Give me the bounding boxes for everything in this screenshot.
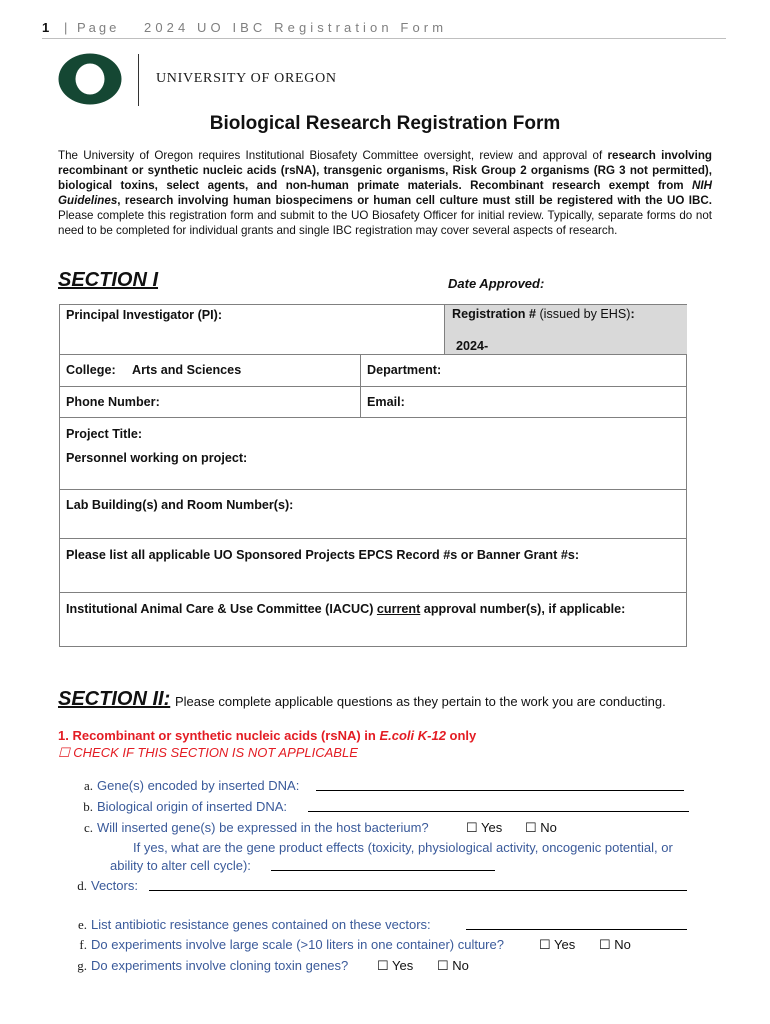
question-1d: d. Vectors: (77, 878, 138, 893)
lab-cell[interactable] (60, 489, 687, 538)
intro-text-2: Please complete this registration form and submit to the UO Biosafety Officer for initial review. Typically, separate forms do not need to be completed for individual grants and single IBC registration may cover several aspects of research. (58, 209, 712, 237)
not-applicable-checkbox[interactable]: ☐ CHECK IF THIS SECTION IS NOT APPLICABLE (58, 745, 358, 760)
intro-paragraph (58, 148, 712, 238)
project-cell[interactable] (60, 417, 687, 489)
q1c-no-checkbox[interactable]: ☐ No (525, 820, 557, 835)
email-label: Email: (367, 395, 405, 409)
question-1c-followup: If yes, what are the gene product effects (toxicity, physiological activity, oncogenic potential, or (133, 840, 673, 855)
department-label: Department: (367, 363, 442, 377)
lab-label: Lab Building(s) and Room Number(s): (66, 498, 294, 512)
registration-value: 2024- (456, 339, 489, 353)
page-number: 1 (42, 20, 50, 35)
section-2-title: SECTION II: (58, 688, 171, 710)
answer-line-1a[interactable] (316, 790, 684, 791)
page-label: | Page (64, 20, 120, 35)
grants-label: Please list all applicable UO Sponsored Projects EPCS Record #s or Banner Grant #s: (66, 548, 580, 562)
header-doc-title: 2024 UO IBC Registration Form (144, 20, 448, 35)
question-1e: e. List antibiotic resistance genes contained on these vectors: (77, 917, 431, 932)
answer-line-1d[interactable] (149, 890, 687, 891)
pi-cell[interactable] (60, 305, 444, 354)
university-o-logo (57, 52, 123, 106)
section-2-description: Please complete applicable questions as they pertain to the work you are conducting. (175, 694, 666, 709)
phone-cell[interactable] (60, 386, 360, 417)
intro-text-1: The University of Oregon requires Institutional Biosafety Committee oversight, review and approval of (58, 149, 608, 162)
date-approved-label: Date Approved: (448, 276, 545, 291)
q1g-no-checkbox[interactable]: ☐ No (437, 958, 469, 973)
q1c-yes-checkbox[interactable]: ☐ Yes (466, 820, 503, 835)
page-header (42, 18, 726, 39)
pi-label: Principal Investigator (PI): (66, 308, 223, 322)
personnel-label: Personnel working on project: (66, 451, 248, 465)
q1f-no-checkbox[interactable]: ☐ No (599, 937, 631, 952)
phone-label: Phone Number: (66, 395, 160, 409)
college-label: College: (66, 363, 116, 377)
question-1b: b. Biological origin of inserted DNA: (83, 799, 288, 814)
university-name: UNIVERSITY OF OREGON (156, 71, 337, 86)
iacuc-label: Institutional Animal Care & Use Committee (IACUC) current approval number(s), if applicable: (66, 602, 626, 616)
answer-line-1c[interactable] (271, 870, 495, 871)
section-1-title: SECTION I (58, 269, 159, 291)
intro-bold-2: , research involving human biospecimens or human cell culture must still be registered with the UO IBC. (117, 194, 712, 207)
question-1-title: 1. Recombinant or synthetic nucleic acids (rsNA) in E.coli K-12 only (58, 728, 477, 743)
registration-label: Registration # (issued by EHS): (452, 307, 635, 321)
section-1-table (59, 304, 687, 647)
intro-bold-1: research involving recombinant or synthetic nucleic acids (rsNA), transgenic organisms, Risk Group 2 organisms (RG 3 not permitted), biological toxins, select agents, and non-human primate materials. Recombinant research exempt from (58, 149, 713, 192)
college-cell[interactable] (60, 354, 360, 386)
form-title: Biological Research Registration Form (209, 113, 561, 134)
question-1c: c. Will inserted gene(s) be expressed in the host bacterium? (83, 820, 429, 835)
question-1c-followup-2: ability to alter cell cycle): (110, 858, 251, 873)
department-cell[interactable] (360, 354, 687, 386)
project-title-label: Project Title: (66, 427, 143, 441)
answer-line-1b[interactable] (308, 811, 689, 812)
q1g-yes-checkbox[interactable]: ☐ Yes (377, 958, 414, 973)
iacuc-cell[interactable] (60, 592, 687, 647)
college-value: Arts and Sciences (132, 363, 242, 377)
answer-line-1e[interactable] (466, 929, 687, 930)
q1f-yes-checkbox[interactable]: ☐ Yes (539, 937, 576, 952)
intro-nih-guidelines: NIH Guidelines (58, 179, 712, 207)
logo-divider (138, 54, 139, 106)
registration-cell[interactable] (444, 305, 687, 354)
question-1f: f. Do experiments involve large scale (>10 liters in one container) culture? (79, 937, 504, 952)
grants-cell[interactable] (60, 538, 687, 592)
question-1g: g. Do experiments involve cloning toxin genes? (77, 958, 349, 973)
email-cell[interactable] (360, 386, 687, 417)
question-1a: a. Gene(s) encoded by inserted DNA: (83, 778, 300, 793)
